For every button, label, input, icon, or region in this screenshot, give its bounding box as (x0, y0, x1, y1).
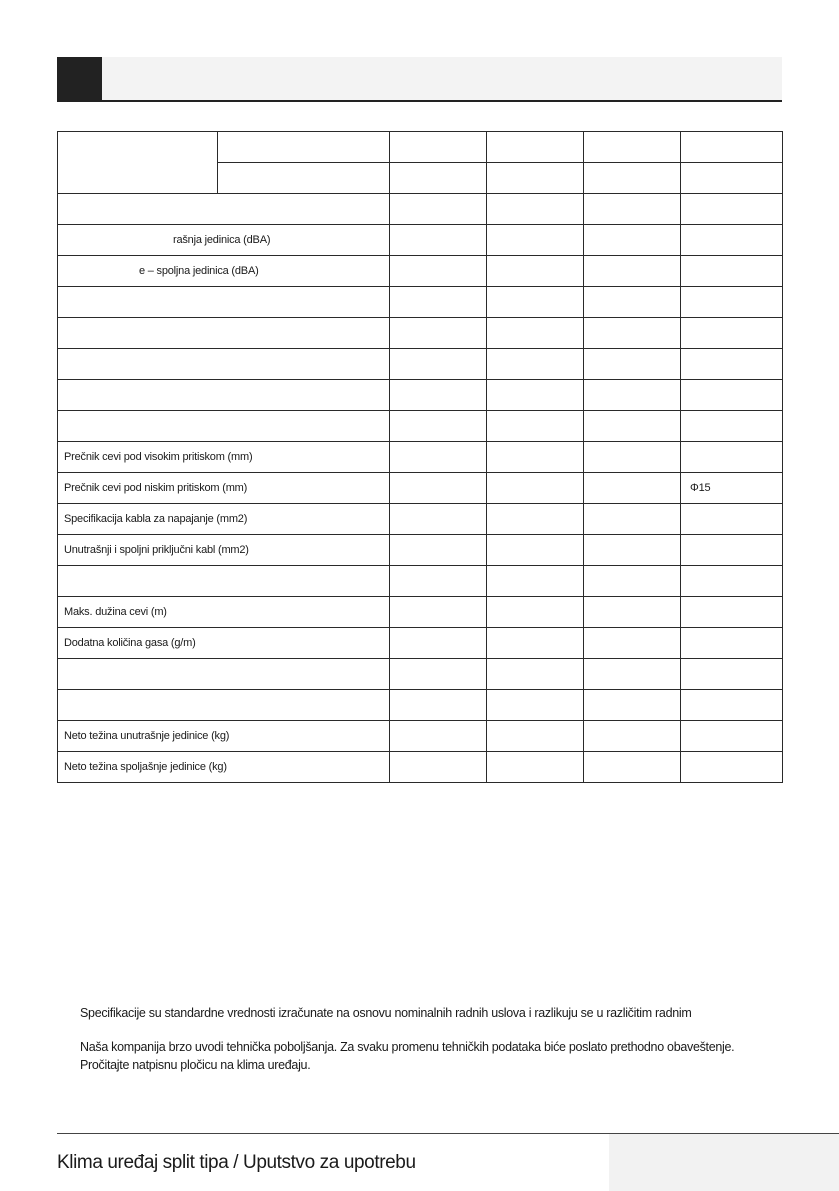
table-cell (681, 256, 783, 287)
table-cell (584, 566, 681, 597)
table-cell (584, 318, 681, 349)
table-row (58, 535, 783, 566)
table-cell (487, 194, 584, 225)
row-label (58, 318, 390, 349)
table-cell (390, 659, 487, 690)
table-cell (390, 411, 487, 442)
table-cell (584, 504, 681, 535)
table-cell (487, 659, 584, 690)
table-cell (584, 442, 681, 473)
table-cell (390, 473, 487, 504)
table-row (58, 659, 783, 690)
table-cell (584, 659, 681, 690)
table-cell (487, 473, 584, 504)
section-header-band (57, 57, 782, 101)
table-cell (584, 349, 681, 380)
note-read-nameplate: Pročitajte natpisnu pločicu na klima uređaju. (80, 1058, 311, 1072)
table-cell (681, 504, 783, 535)
table-cell (487, 349, 584, 380)
table-cell (390, 225, 487, 256)
table-cell (487, 132, 584, 163)
table-cell (584, 411, 681, 442)
table-cell (681, 597, 783, 628)
table-cell (390, 535, 487, 566)
low-pressure-pipe-value: Φ15 (681, 473, 783, 504)
table-cell (584, 473, 681, 504)
table-cell (681, 225, 783, 256)
table-cell (681, 411, 783, 442)
section-header-rule (57, 100, 782, 102)
table-cell (487, 721, 584, 752)
row-label-additional-gas: Dodatna količina gasa (g/m) (58, 628, 390, 659)
table-cell (681, 349, 783, 380)
table-cell (584, 163, 681, 194)
table-cell (487, 287, 584, 318)
footer-title: Klima uređaj split tipa / Uputstvo za upotrebu (57, 1152, 416, 1173)
table-cell (584, 225, 681, 256)
table-header-row (58, 132, 783, 163)
table-row (58, 597, 783, 628)
table-row (58, 504, 783, 535)
table-cell (681, 690, 783, 721)
table-cell (487, 380, 584, 411)
table-cell (681, 163, 783, 194)
table-cell (487, 163, 584, 194)
row-label (58, 194, 390, 225)
table-cell (390, 256, 487, 287)
table-cell (584, 380, 681, 411)
table-cell (487, 628, 584, 659)
table-cell (681, 287, 783, 318)
table-cell (681, 628, 783, 659)
table-cell (390, 349, 487, 380)
table-cell (487, 597, 584, 628)
table-cell (390, 597, 487, 628)
table-row (58, 752, 783, 783)
table-cell (681, 752, 783, 783)
table-cell (584, 535, 681, 566)
table-row (58, 721, 783, 752)
note-specifications: Specifikacije su standardne vrednosti izračunate na osnovu nominalnih radnih uslova i razlikuju se u različitim radnim (80, 1006, 692, 1020)
table-cell (487, 411, 584, 442)
table-cell (390, 318, 487, 349)
row-label-high-pressure-pipe: Prečnik cevi pod visokim pritiskom (mm) (58, 442, 390, 473)
table-cell (487, 566, 584, 597)
table-row (58, 349, 783, 380)
table-row (58, 287, 783, 318)
table-cell (390, 752, 487, 783)
table-cell (390, 442, 487, 473)
footer-page-box (609, 1134, 839, 1191)
row-label-max-pipe-length: Maks. dužina cevi (m) (58, 597, 390, 628)
table-cell (584, 628, 681, 659)
row-label-indoor-net-weight: Neto težina unutrašnje jedinice (kg) (58, 721, 390, 752)
table-cell (390, 287, 487, 318)
table-row (58, 473, 783, 504)
row-label (58, 566, 390, 597)
table-cell (487, 690, 584, 721)
table-cell (681, 380, 783, 411)
section-number-block (57, 57, 102, 101)
row-label (58, 287, 390, 318)
table-cell (390, 163, 487, 194)
row-label-outdoor-net-weight: Neto težina spoljašnje jedinice (kg) (58, 752, 390, 783)
table-cell (681, 659, 783, 690)
table-cell (681, 566, 783, 597)
table-cell (681, 132, 783, 163)
row-label-power-cable: Specifikacija kabla za napajanje (mm2) (58, 504, 390, 535)
table-row (58, 566, 783, 597)
row-label-connection-cable: Unutrašnji i spoljni priključni kabl (mm2) (58, 535, 390, 566)
table-row (58, 256, 783, 287)
row-label (58, 349, 390, 380)
table-cell (584, 132, 681, 163)
row-label-low-pressure-pipe: Prečnik cevi pod niskim pritiskom (mm) (58, 473, 390, 504)
table-cell (390, 132, 487, 163)
table-cell (487, 535, 584, 566)
table-cell (681, 442, 783, 473)
table-cell (487, 504, 584, 535)
table-row (58, 690, 783, 721)
table-row (58, 380, 783, 411)
table-cell (584, 752, 681, 783)
table-cell (390, 628, 487, 659)
table-cell (390, 380, 487, 411)
table-cell (487, 318, 584, 349)
table-cell (584, 690, 681, 721)
note-technical-improvements: Naša kompanija brzo uvodi tehnička poboljšanja. Za svaku promenu tehničkih podataka biće poslato prethodno obaveštenje. (80, 1040, 735, 1054)
table-cell (681, 194, 783, 225)
table-cell (584, 256, 681, 287)
table-row (58, 628, 783, 659)
table-header-label-cell (218, 163, 390, 194)
table-cell (390, 721, 487, 752)
notes-section (80, 1004, 800, 1074)
row-label (58, 659, 390, 690)
table-row (58, 411, 783, 442)
table-row (58, 225, 783, 256)
table-cell (584, 597, 681, 628)
row-label (58, 380, 390, 411)
table-cell (584, 721, 681, 752)
table-row (58, 442, 783, 473)
table-row (58, 194, 783, 225)
table-cell (584, 194, 681, 225)
table-cell (584, 287, 681, 318)
table-cell (390, 504, 487, 535)
table-cell (681, 721, 783, 752)
table-cell (390, 194, 487, 225)
row-label-indoor-noise: rašnja jedinica (dBA) (58, 225, 390, 256)
table-cell (487, 442, 584, 473)
table-row (58, 318, 783, 349)
table-cell (390, 566, 487, 597)
table-cell (487, 752, 584, 783)
row-label (58, 690, 390, 721)
table-cell (681, 535, 783, 566)
row-label (58, 411, 390, 442)
technical-specifications-table (57, 131, 783, 783)
row-label-outdoor-noise: e – spoljna jedinica (dBA) (58, 256, 390, 287)
table-cell (390, 690, 487, 721)
table-cell (487, 225, 584, 256)
table-cell (681, 318, 783, 349)
table-header-label-cell (218, 132, 390, 163)
table-cell (487, 256, 584, 287)
table-corner-cell (58, 132, 218, 194)
